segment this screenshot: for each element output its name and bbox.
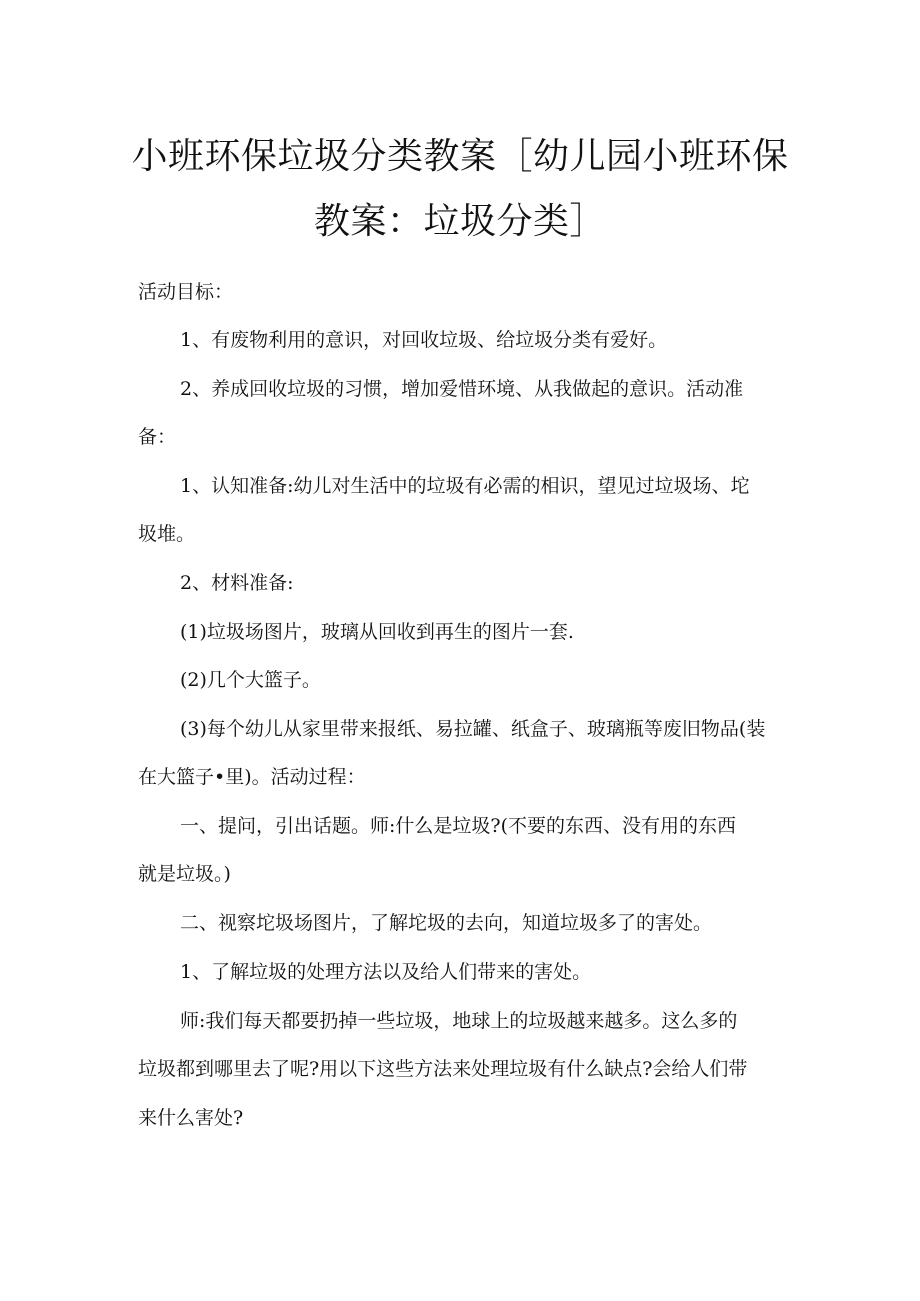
text-line: 1、了解垃圾的处理方法以及给人们带来的害处。 xyxy=(180,961,592,983)
text-line: 圾堆。 xyxy=(138,523,196,545)
text-line: 2、材料准备: xyxy=(180,572,294,594)
text-line: 二、视察坨圾场图片，了解坨圾的去向，知道垃圾多了的害处。 xyxy=(180,912,713,934)
document-title-line-1: 小班环保垃圾分类教案［幼儿园小班环保 xyxy=(131,136,789,177)
text-line: 1、有废物利用的意识，对回收垃圾、给垃圾分类有爱好。 xyxy=(180,329,668,351)
text-line: 活动目标： xyxy=(138,281,234,303)
text-line: 就是垃圾。) xyxy=(138,863,231,885)
text-line: 垃圾都到哪里去了呢?用以下这些方法来处理垃圾有什么缺点?会给人们带 xyxy=(138,1058,748,1080)
text-line: 1、认知准备:幼儿对生活中的垃圾有必需的相识，望见过垃圾场、坨 xyxy=(180,475,750,497)
text-line: (1)垃圾场图片，玻璃从回收到再生的图片一套. xyxy=(180,621,574,643)
text-line: 师:我们每天都要扔掉一些垃圾，地球上的垃圾越来越多。这么多的 xyxy=(180,1010,738,1032)
text-line: 备： xyxy=(138,426,177,448)
text-line: (3)每个幼儿从家里带来报纸、易拉罐、纸盒子、玻璃瓶等废旧物品(装 xyxy=(180,718,766,740)
text-line: 来什么害处? xyxy=(138,1107,244,1129)
text-line: 2、养成回收垃圾的习惯，增加爱惜环境、从我做起的意识。活动准 xyxy=(180,378,744,400)
text-line: 在大篮子•里)。活动过程： xyxy=(138,766,366,788)
text-line: (2)几个大篮子。 xyxy=(180,669,321,691)
document-title-line-2: 教案：垃圾分类］ xyxy=(313,201,606,242)
text-line: 一、提问，引出话题。师:什么是垃圾?(不要的东西、没有用的东西 xyxy=(180,815,737,837)
